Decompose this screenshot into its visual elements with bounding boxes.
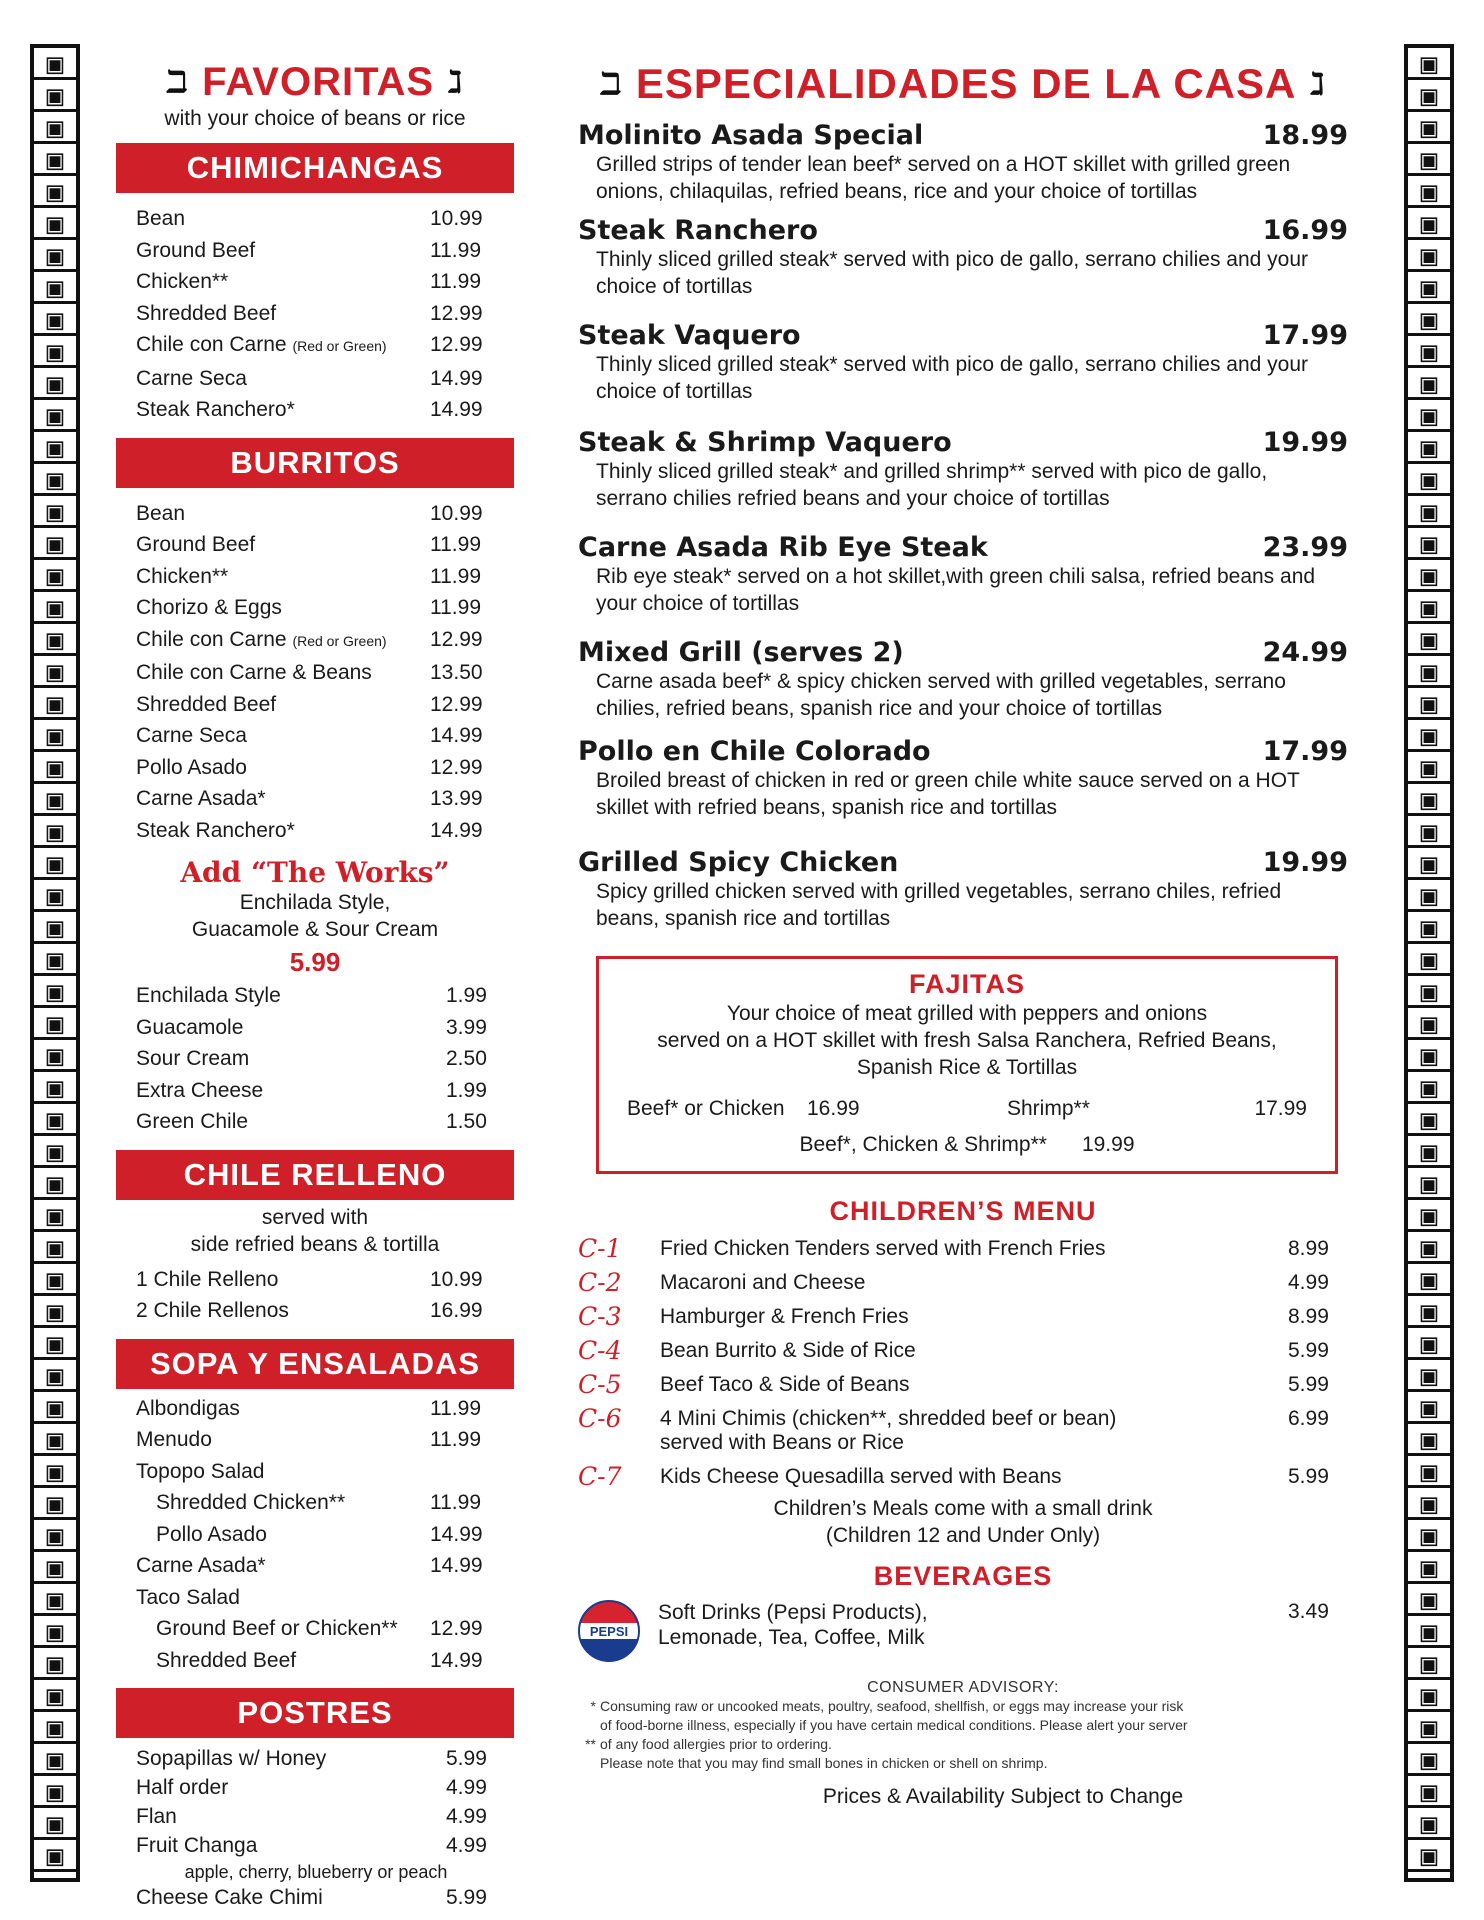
greek-key-icon: ▣ bbox=[1420, 943, 1438, 976]
greek-key-icon: ▣ bbox=[1420, 1359, 1438, 1392]
special-item: Steak Ranchero 16.99 Thinly sliced grilled steak* served with pico de gallo, serrano chilies and your choice of tortillas bbox=[578, 215, 1348, 298]
greek-key-icon: ▣ bbox=[1420, 207, 1438, 240]
greek-key-icon: ▣ bbox=[46, 1551, 64, 1584]
kids-item: C-6 4 Mini Chimis (chicken**, shredded beef or bean) served with Beans or Rice 6.99 bbox=[578, 1404, 1329, 1454]
greek-key-icon: ▣ bbox=[46, 1775, 64, 1808]
childrens-menu-title: CHILDREN’S MENU bbox=[829, 1196, 1097, 1226]
greek-key-icon: ▣ bbox=[46, 655, 64, 688]
burritos-header: BURRITOS bbox=[116, 438, 514, 488]
chile-relleno-line1: served with bbox=[261, 1205, 369, 1229]
menu-item: Ground Beef 11.99 bbox=[136, 533, 481, 556]
greek-key-icon: ▣ bbox=[46, 1071, 64, 1104]
greek-key-icon: ▣ bbox=[46, 1839, 64, 1872]
menu-item: Chile con Carne (Red or Green) 12.99 bbox=[136, 333, 483, 356]
greek-key-icon: ▣ bbox=[46, 399, 64, 432]
menu-item: Chicken** 11.99 bbox=[136, 270, 481, 293]
menu-item: Shredded Beef 12.99 bbox=[136, 301, 483, 325]
greek-key-icon: ▣ bbox=[1420, 1167, 1438, 1200]
menu-item: Chicken** 11.99 bbox=[136, 564, 481, 588]
menu-item: Topopo Salad bbox=[136, 1459, 265, 1483]
greek-key-icon: ▣ bbox=[1420, 911, 1438, 944]
greek-key-icon: ▣ bbox=[1420, 815, 1438, 848]
beverages-title: BEVERAGES bbox=[873, 1561, 1053, 1591]
greek-key-icon: ▣ bbox=[46, 303, 64, 336]
greek-key-icon: ▣ bbox=[1420, 143, 1438, 176]
fajitas-box bbox=[596, 956, 1338, 1174]
greek-key-icon: ▣ bbox=[46, 1359, 64, 1392]
greek-key-icon: ▣ bbox=[46, 1007, 64, 1040]
special-item: Carne Asada Rib Eye Steak 23.99 Rib eye steak* served on a hot skillet,with green chili salsa, refried beans and your choice of tortillas bbox=[578, 532, 1348, 615]
consumer-advisory: CONSUMER ADVISORY: * Consuming raw or uncooked meats, poultry, seafood, shellfish, or eggs may increase your risk of food-borne illness, especially if you have certain medical conditions. Please alert your server ** of any food allergies prior to ordering. Please note that you may find small bones in chicken or shell on shrimp. bbox=[578, 1678, 1348, 1773]
greek-key-icon: ▣ bbox=[46, 207, 64, 240]
greek-key-icon: ▣ bbox=[46, 911, 64, 944]
fajitas-title: FAJITAS bbox=[908, 969, 1025, 999]
advisory-title: CONSUMER ADVISORY: bbox=[867, 1679, 1059, 1696]
menu-item: Cheese Cake Chimi 5.99 bbox=[136, 1886, 487, 1909]
greek-key-icon: ▣ bbox=[1420, 847, 1438, 880]
prices-note: Prices & Availability Subject to Change bbox=[822, 1785, 1184, 1808]
postres-list bbox=[116, 1738, 514, 1911]
the-works-line1: Enchilada Style, bbox=[239, 891, 391, 914]
greek-key-icon: ▣ bbox=[46, 879, 64, 912]
greek-key-icon: ▣ bbox=[1420, 399, 1438, 432]
greek-key-icon: ▣ bbox=[1420, 335, 1438, 368]
menu-item: Fruit Changa 4.99 bbox=[136, 1834, 487, 1857]
greek-key-icon: ▣ bbox=[46, 1039, 64, 1072]
greek-key-icon: ▣ bbox=[1420, 687, 1438, 720]
greek-key-icon: ▣ bbox=[46, 1743, 64, 1776]
menu-item: Sopapillas w/ Honey 5.99 bbox=[136, 1747, 487, 1770]
addon-item: Green Chile 1.50 bbox=[136, 1110, 487, 1133]
fajitas-desc-line3: Spanish Rice & Tortillas bbox=[856, 1056, 1078, 1079]
greek-key-icon: ▣ bbox=[1420, 623, 1438, 656]
greek-key-icon: ▣ bbox=[1420, 1839, 1438, 1872]
right-column bbox=[578, 60, 1348, 1809]
greek-key-icon: ▣ bbox=[1420, 1519, 1438, 1552]
sopa-header: SOPA Y ENSALADAS bbox=[116, 1339, 514, 1389]
childrens-menu-list bbox=[578, 1234, 1348, 1491]
greek-key-border-left bbox=[30, 44, 80, 1882]
greek-key-icon: ▣ bbox=[1420, 1135, 1438, 1168]
menu-item: Bean 10.99 bbox=[136, 207, 483, 230]
greek-key-icon: ▣ bbox=[46, 719, 64, 752]
greek-key-icon: ▣ bbox=[46, 1135, 64, 1168]
menu-item: Shredded Chicken** 11.99 bbox=[156, 1491, 481, 1514]
greek-key-icon: ▣ bbox=[46, 783, 64, 816]
greek-key-icon: ▣ bbox=[46, 687, 64, 720]
menu-item: Ground Beef 11.99 bbox=[136, 238, 481, 262]
the-works-title: Add “The Works” bbox=[180, 856, 450, 889]
greek-key-icon: ▣ bbox=[46, 143, 64, 176]
greek-key-icon: ▣ bbox=[46, 559, 64, 592]
greek-key-icon: ▣ bbox=[46, 815, 64, 848]
menu-item: Ground Beef or Chicken** 12.99 bbox=[156, 1617, 483, 1640]
beverages-row bbox=[578, 1600, 1348, 1662]
greek-key-icon: ▣ bbox=[1420, 495, 1438, 528]
greek-key-icon: ▣ bbox=[1420, 527, 1438, 560]
greek-key-icon: ▣ bbox=[1420, 783, 1438, 816]
greek-key-icon: ▣ bbox=[1420, 591, 1438, 624]
menu-item: Carne Seca 14.99 bbox=[136, 724, 483, 747]
childrens-note: Children’s Meals come with a small drink (Children 12 and Under Only) bbox=[773, 1497, 1153, 1547]
greek-key-icon: ▣ bbox=[46, 111, 64, 144]
scroll-ornament-icon: ℶ bbox=[600, 66, 622, 102]
menu-item: Shredded Beef 12.99 bbox=[136, 692, 483, 716]
greek-key-icon: ▣ bbox=[1420, 1551, 1438, 1584]
special-item: Pollo en Chile Colorado 17.99 Broiled breast of chicken in red or green chile white sauce served on a HOT skillet with refried beans, spanish rice and tortillas bbox=[578, 736, 1348, 819]
greek-key-icon: ▣ bbox=[1420, 975, 1438, 1008]
greek-key-icon: ▣ bbox=[46, 1263, 64, 1296]
greek-key-border-right bbox=[1404, 44, 1454, 1882]
kids-item: C-4 Bean Burrito & Side of Rice 5.99 bbox=[578, 1336, 1329, 1365]
greek-key-icon: ▣ bbox=[46, 1167, 64, 1200]
greek-key-icon: ▣ bbox=[1420, 1423, 1438, 1456]
fajitas-combo: Beef*, Chicken & Shrimp** 19.99 bbox=[799, 1133, 1135, 1156]
greek-key-icon: ▣ bbox=[1420, 175, 1438, 208]
special-item: Steak Vaquero 17.99 Thinly sliced grilled steak* served with pico de gallo, serrano chilies and your choice of tortillas bbox=[578, 320, 1348, 403]
chimichangas-list bbox=[116, 193, 514, 426]
menu-item: Chile con Carne & Beans 13.50 bbox=[136, 661, 483, 684]
menu-item: Chorizo & Eggs 11.99 bbox=[136, 596, 481, 619]
greek-key-icon: ▣ bbox=[1420, 1679, 1438, 1712]
greek-key-icon: ▣ bbox=[1420, 1775, 1438, 1808]
the-works-price: 5.99 bbox=[289, 947, 341, 977]
greek-key-icon: ▣ bbox=[46, 623, 64, 656]
greek-key-icon: ▣ bbox=[1420, 239, 1438, 272]
scroll-ornament-icon: ℷ bbox=[448, 65, 464, 100]
greek-key-icon: ▣ bbox=[46, 847, 64, 880]
chile-relleno-header: CHILE RELLENO bbox=[116, 1150, 514, 1200]
greek-key-icon: ▣ bbox=[1420, 303, 1438, 336]
favoritas-subtitle: with your choice of beans or rice bbox=[164, 107, 466, 130]
greek-key-icon: ▣ bbox=[1420, 1647, 1438, 1680]
greek-key-icon: ▣ bbox=[1420, 1711, 1438, 1744]
menu-item: 2 Chile Rellenos 16.99 bbox=[136, 1299, 483, 1322]
chimichangas-header: CHIMICHANGAS bbox=[116, 143, 514, 193]
menu-item: Steak Ranchero* 14.99 bbox=[136, 398, 483, 421]
sopa-list bbox=[116, 1389, 514, 1677]
greek-key-icon: ▣ bbox=[46, 367, 64, 400]
menu-item: Pollo Asado 12.99 bbox=[136, 755, 483, 779]
kids-item: C-3 Hamburger & French Fries 8.99 bbox=[578, 1302, 1329, 1331]
greek-key-icon: ▣ bbox=[46, 1391, 64, 1424]
greek-key-icon: ▣ bbox=[46, 271, 64, 304]
menu-item: Carne Seca 14.99 bbox=[136, 366, 483, 390]
greek-key-icon: ▣ bbox=[1420, 1295, 1438, 1328]
special-item: Steak & Shrimp Vaquero 19.99 Thinly sliced grilled steak* and grilled shrimp** served with pico de gallo, serrano chilies refried beans and your choice of tortillas bbox=[578, 427, 1348, 510]
greek-key-icon: ▣ bbox=[1420, 1103, 1438, 1136]
greek-key-icon: ▣ bbox=[1420, 1455, 1438, 1488]
greek-key-icon: ▣ bbox=[1420, 431, 1438, 464]
addon-item: Guacamole 3.99 bbox=[136, 1015, 487, 1039]
greek-key-icon: ▣ bbox=[46, 1327, 64, 1360]
kids-item: C-7 Kids Cheese Quesadilla served with Beans 5.99 bbox=[578, 1462, 1329, 1491]
greek-key-icon: ▣ bbox=[1420, 1615, 1438, 1648]
greek-key-icon: ▣ bbox=[1420, 1007, 1438, 1040]
greek-key-icon: ▣ bbox=[1420, 1231, 1438, 1264]
greek-key-icon: ▣ bbox=[1420, 1487, 1438, 1520]
greek-key-icon: ▣ bbox=[46, 335, 64, 368]
greek-key-icon: ▣ bbox=[1420, 271, 1438, 304]
greek-key-icon: ▣ bbox=[1420, 559, 1438, 592]
greek-key-icon: ▣ bbox=[46, 1711, 64, 1744]
greek-key-icon: ▣ bbox=[1420, 1071, 1438, 1104]
left-column bbox=[116, 60, 514, 1911]
addon-item: Enchilada Style 1.99 bbox=[136, 984, 487, 1007]
pepsi-logo-icon: PEPSI bbox=[578, 1600, 640, 1662]
menu-item: Albondigas 11.99 bbox=[136, 1396, 481, 1420]
greek-key-icon: ▣ bbox=[1420, 1391, 1438, 1424]
menu-item: Chile con Carne (Red or Green) 12.99 bbox=[136, 627, 483, 651]
greek-key-icon: ▣ bbox=[46, 1647, 64, 1680]
greek-key-icon: ▣ bbox=[1420, 1327, 1438, 1360]
postres-header: POSTRES bbox=[116, 1688, 514, 1738]
kids-item: C-5 Beef Taco & Side of Beans 5.99 bbox=[578, 1370, 1329, 1399]
the-works-line2: Guacamole & Sour Cream bbox=[191, 918, 439, 941]
beverages-desc: Soft Drinks (Pepsi Products), Lemonade, Tea, Coffee, Milk bbox=[658, 1601, 928, 1649]
especialidades-heading: ℶ ESPECIALIDADES DE LA CASA ℷ bbox=[600, 60, 1326, 107]
scroll-ornament-icon: ℷ bbox=[1310, 66, 1326, 102]
menu-item: Steak Ranchero* 14.99 bbox=[136, 818, 483, 842]
greek-key-icon: ▣ bbox=[46, 48, 64, 80]
greek-key-icon: ▣ bbox=[46, 1487, 64, 1520]
menu-item: Taco Salad bbox=[136, 1585, 240, 1609]
chile-relleno-list bbox=[116, 1258, 514, 1327]
greek-key-icon: ▣ bbox=[46, 1103, 64, 1136]
menu-item: Flan 4.99 bbox=[136, 1805, 487, 1828]
kids-item: C-2 Macaroni and Cheese 4.99 bbox=[578, 1268, 1329, 1297]
fajitas-desc-line2: served on a HOT skillet with fresh Salsa Ranchera, Refried Beans, bbox=[657, 1029, 1277, 1052]
menu-item: Carne Asada* 13.99 bbox=[136, 787, 483, 810]
greek-key-icon: ▣ bbox=[46, 1231, 64, 1264]
greek-key-icon: ▣ bbox=[46, 239, 64, 272]
greek-key-icon: ▣ bbox=[1420, 48, 1438, 80]
menu-item: Half order 4.99 bbox=[136, 1776, 487, 1799]
greek-key-icon: ▣ bbox=[46, 175, 64, 208]
greek-key-icon: ▣ bbox=[46, 431, 64, 464]
greek-key-icon: ▣ bbox=[46, 1423, 64, 1456]
greek-key-icon: ▣ bbox=[46, 943, 64, 976]
menu-item: Pollo Asado 14.99 bbox=[156, 1522, 483, 1546]
addon-item: Extra Cheese 1.99 bbox=[136, 1078, 487, 1102]
scroll-ornament-icon: ℶ bbox=[166, 65, 189, 100]
menu-item: Shredded Beef 14.99 bbox=[156, 1648, 483, 1672]
greek-key-icon: ▣ bbox=[46, 527, 64, 560]
greek-key-icon: ▣ bbox=[1420, 1743, 1438, 1776]
greek-key-icon: ▣ bbox=[46, 1615, 64, 1648]
greek-key-icon: ▣ bbox=[46, 751, 64, 784]
menu-item: 1 Chile Relleno 10.99 bbox=[136, 1267, 483, 1291]
menu-item: Bean 10.99 bbox=[136, 501, 483, 525]
greek-key-icon: ▣ bbox=[46, 1455, 64, 1488]
special-item: Molinito Asada Special 18.99 Grilled strips of tender lean beef* served on a HOT skillet with grilled green onions, chilaquilas, refried beans, rice and your choice of tortillas bbox=[578, 120, 1348, 203]
greek-key-icon: ▣ bbox=[1420, 1583, 1438, 1616]
greek-key-icon: ▣ bbox=[46, 1295, 64, 1328]
special-item: Mixed Grill (serves 2) 24.99 Carne asada beef* & spicy chicken served with grilled vegetables, serrano chilies, refried beans, spanish rice and your choice of tortillas bbox=[578, 637, 1348, 720]
burritos-list bbox=[116, 488, 514, 847]
greek-key-icon: ▣ bbox=[46, 975, 64, 1008]
greek-key-icon: ▣ bbox=[1420, 463, 1438, 496]
chile-relleno-line2: side refried beans & tortilla bbox=[190, 1232, 440, 1256]
greek-key-icon: ▣ bbox=[46, 463, 64, 496]
greek-key-icon: ▣ bbox=[1420, 655, 1438, 688]
greek-key-icon: ▣ bbox=[1420, 719, 1438, 752]
greek-key-icon: ▣ bbox=[46, 1199, 64, 1232]
fajitas-options: Beef* or Chicken 16.99 Shrimp** 17.99 bbox=[627, 1097, 1307, 1120]
favoritas-heading: ℶ FAVORITAS ℷ bbox=[166, 60, 464, 104]
greek-key-icon: ▣ bbox=[1420, 1199, 1438, 1232]
menu-item: Menudo 11.99 bbox=[136, 1428, 481, 1451]
addon-item: Sour Cream 2.50 bbox=[136, 1047, 487, 1070]
greek-key-icon: ▣ bbox=[1420, 1263, 1438, 1296]
kids-item: C-1 Fried Chicken Tenders served with French Fries 8.99 bbox=[578, 1234, 1329, 1263]
greek-key-icon: ▣ bbox=[1420, 1807, 1438, 1840]
menu-item: Carne Asada* 14.99 bbox=[136, 1554, 483, 1577]
greek-key-icon: ▣ bbox=[1420, 879, 1438, 912]
greek-key-icon: ▣ bbox=[46, 79, 64, 112]
fajitas-desc-line1: Your choice of meat grilled with peppers and onions bbox=[726, 1002, 1208, 1025]
greek-key-icon: ▣ bbox=[46, 1807, 64, 1840]
greek-key-icon: ▣ bbox=[46, 1583, 64, 1616]
beverages-price: 3.49 bbox=[1288, 1600, 1329, 1623]
greek-key-icon: ▣ bbox=[46, 591, 64, 624]
greek-key-icon: ▣ bbox=[1420, 1039, 1438, 1072]
greek-key-icon: ▣ bbox=[46, 1519, 64, 1552]
greek-key-icon: ▣ bbox=[1420, 79, 1438, 112]
addons-list bbox=[116, 978, 514, 1138]
greek-key-icon: ▣ bbox=[1420, 111, 1438, 144]
greek-key-icon: ▣ bbox=[46, 1679, 64, 1712]
special-item: Grilled Spicy Chicken 19.99 Spicy grilled chicken served with grilled vegetables, serrano chiles, refried beans, spanish rice and tortillas bbox=[578, 847, 1348, 930]
greek-key-icon: ▣ bbox=[1420, 367, 1438, 400]
greek-key-icon: ▣ bbox=[1420, 751, 1438, 784]
greek-key-icon: ▣ bbox=[46, 495, 64, 528]
fruit-changa-note: apple, cherry, blueberry or peach bbox=[184, 1862, 448, 1882]
